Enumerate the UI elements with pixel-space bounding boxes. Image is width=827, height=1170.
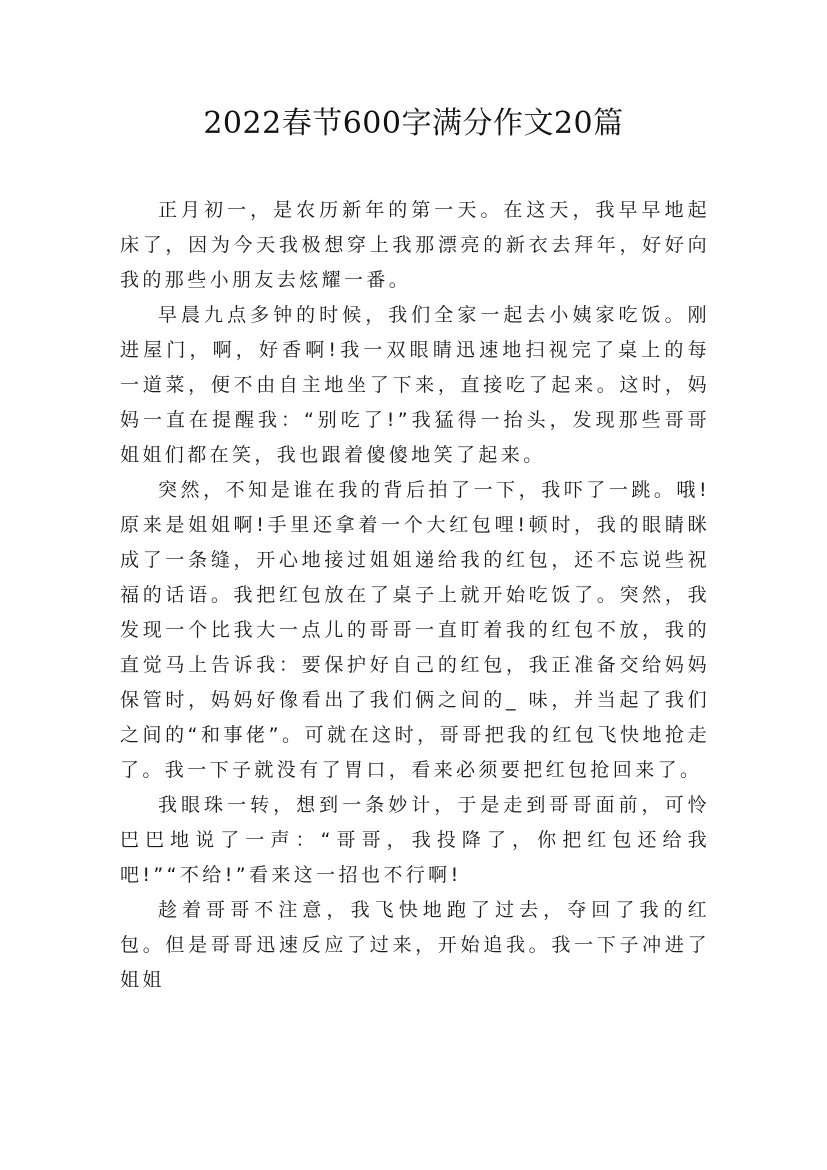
paragraph: 正月初一，是农历新年的第一天。在这天，我早早地起床了，因为今天我极想穿上我那漂亮的新衣去拜年，好好向我的那些小朋友去炫耀一番。	[120, 199, 710, 291]
paragraph: 趁着哥哥不注意，我飞快地跑了过去，夺回了我的红包。但是哥哥迅速反应了过来，开始追我。我一下子冲进了姐姐	[120, 899, 710, 991]
paragraph: 突然，不知是谁在我的背后拍了一下，我吓了一跳。哦!原来是姐姐啊!手里还拿着一个大红包哩!顿时，我的眼睛眯成了一条缝，开心地接过姐姐递给我的红包，还不忘说些祝福的话语。我把红包放在了桌子上就开始吃饭了。突然，我发现一个比我大一点儿的哥哥一直盯着我的红包不放，我的直觉马上告诉我：要保护好自己的红包，我正准备交给妈妈保管时，妈妈好像看出了我们俩之间的_ 味，并当起了我们之间的“和事佬”。可就在这时，哥哥把我的红包飞快地抢走了。我一下子就没有了胃口，看来必须要把红包抢回来了。	[120, 479, 710, 781]
article-body	[120, 193, 710, 998]
paragraph: 早晨九点多钟的时候，我们全家一起去小姨家吃饭。刚进屋门，啊，好香啊!我一双眼睛迅速地扫视完了桌上的每一道菜，便不由自主地坐了下来，直接吃了起来。这时，妈妈一直在提醒我：“别吃了!”我猛得一抬头，发现那些哥哥姐姐们都在笑，我也跟着傻傻地笑了起来。	[120, 304, 710, 466]
page-title: 2022春节600字满分作文20篇	[203, 106, 624, 141]
paragraph: 我眼珠一转，想到一条妙计，于是走到哥哥面前，可怜巴巴地说了一声：“哥哥，我投降了，你把红包还给我吧!”“不给!”看来这一招也不行啊!	[120, 794, 710, 886]
